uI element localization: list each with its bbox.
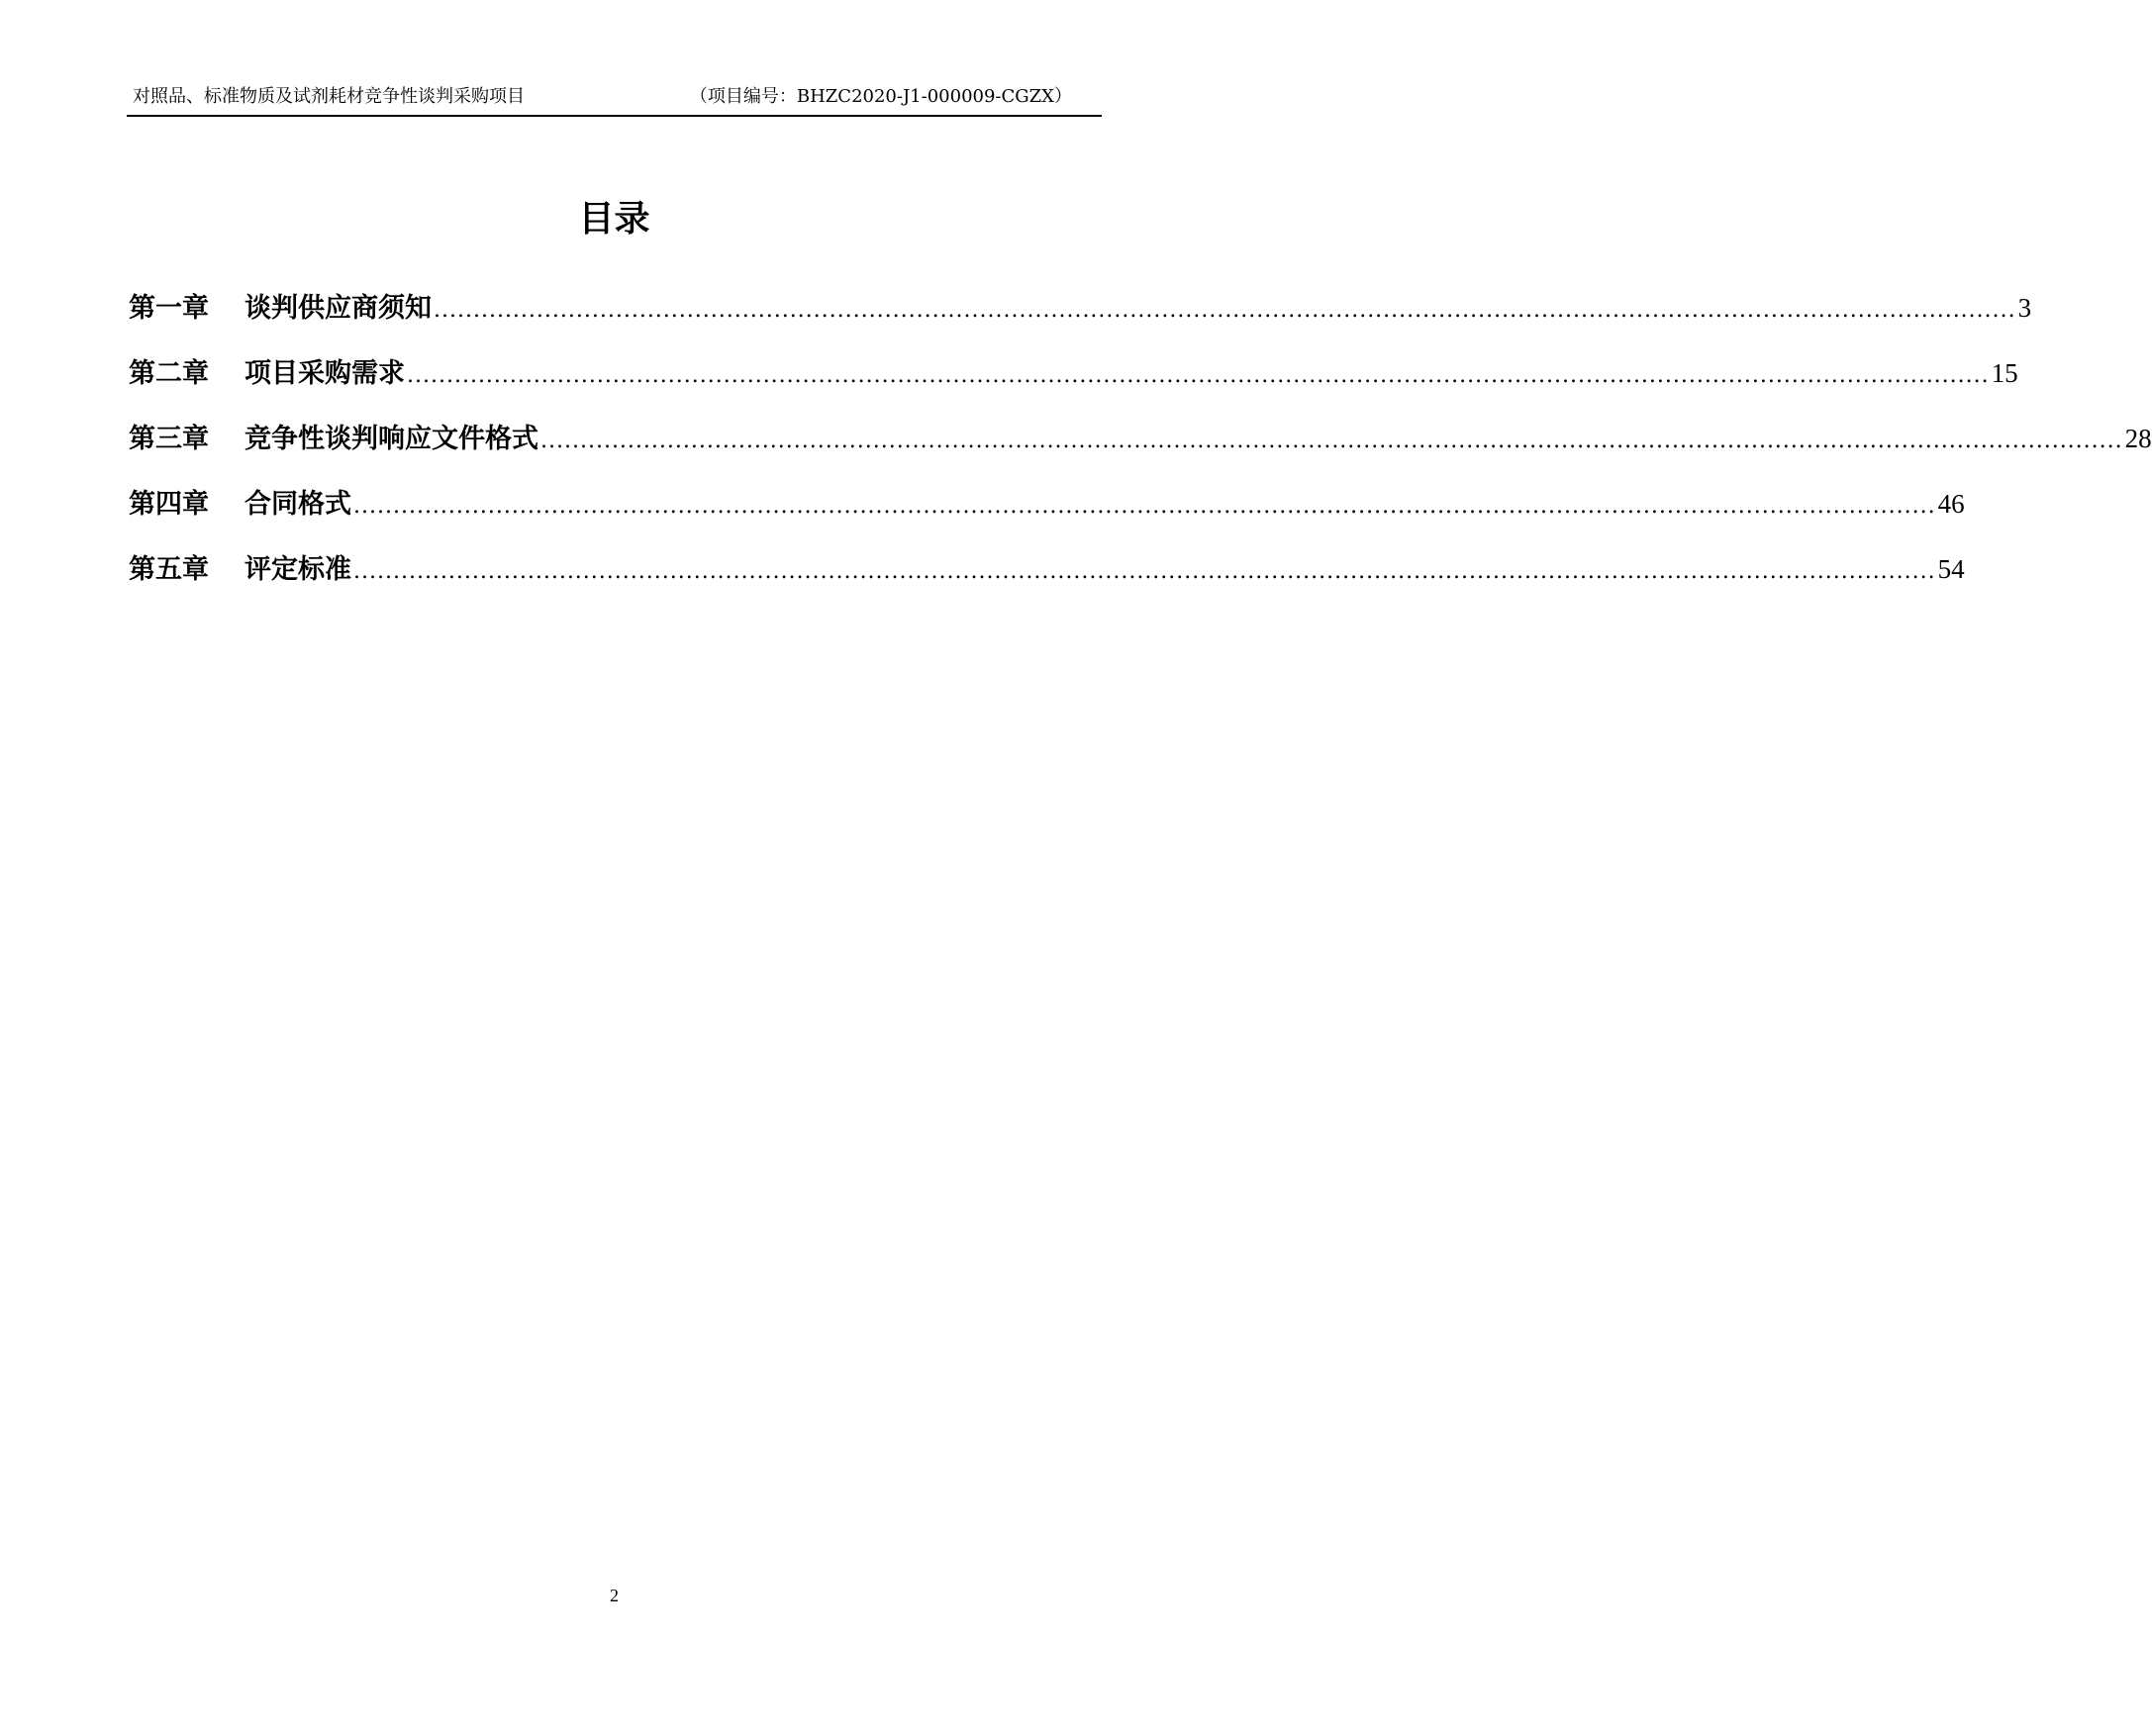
toc-item[interactable] [129,348,2018,414]
page-header [127,85,1102,117]
toc-chapter-name: 项目采购需求 [245,358,405,389]
toc-dot-leader: ........................................................................................................................................................................................................ [407,363,1990,388]
header-project-title: 对照品、标准物质及试剂耗材竞争性谈判采购项目 [133,86,525,107]
toc-dot-leader: ........................................................................................................................................................................................................ [353,559,1936,584]
toc-dot-leader: ........................................................................................................................................................................................................ [353,494,1936,519]
toc-list [129,283,2152,610]
toc-page-number: 46 [1937,489,1965,519]
toc-chapter-name: 谈判供应商须知 [245,293,432,324]
toc-item[interactable] [129,283,2032,348]
toc-page-number: 54 [1937,554,1965,584]
toc-chapter-number: 第三章 [129,424,209,454]
toc-dot-leader: ........................................................................................................................................................................................................ [434,298,2016,323]
toc-dot-leader: ........................................................................................................................................................................................................ [540,429,2123,453]
toc-title: 目录 [578,199,650,240]
toc-item[interactable] [129,414,2152,479]
toc-page-number: 28 [2124,424,2152,453]
toc-chapter-name: 合同格式 [245,489,351,520]
toc-chapter-name: 竞争性谈判响应文件格式 [245,424,538,454]
toc-item[interactable] [129,479,1965,544]
page-number: 2 [610,1586,619,1605]
toc-chapter-number: 第二章 [129,358,209,389]
toc-chapter-number: 第四章 [129,489,209,520]
toc-chapter-number: 第一章 [129,293,209,324]
toc-chapter-name: 评定标准 [245,554,351,585]
toc-chapter-number: 第五章 [129,554,209,585]
toc-item[interactable] [129,544,1965,610]
toc-page-number: 3 [2017,293,2032,323]
toc-page-number: 15 [1991,358,2018,388]
header-project-number: （项目编号：BHZC2020-J1-000009-CGZX） [689,86,1072,107]
